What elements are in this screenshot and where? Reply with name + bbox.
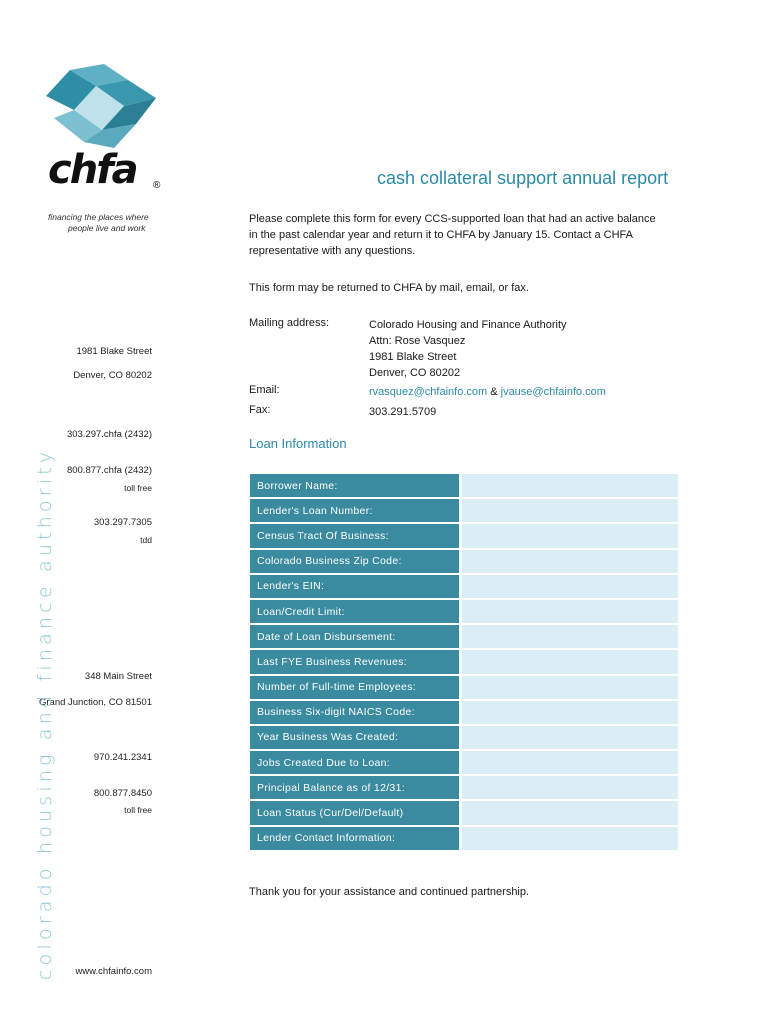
year-created-label: Year Business Was Created: [250, 726, 459, 749]
return-note: This form may be returned to CHFA by mail, email, or fax. [249, 282, 529, 294]
email-separator: & [487, 386, 501, 398]
table-row [250, 499, 678, 522]
employees-field[interactable] [462, 676, 678, 699]
email-link-1[interactable]: rvasquez@chfainfo.com [369, 386, 488, 398]
credit-limit-field[interactable] [462, 600, 678, 623]
credit-limit-label: Loan/Credit Limit: [250, 600, 459, 623]
denver-phone: 303.297.chfa (2432) [66, 429, 152, 440]
intro-paragraph [249, 211, 679, 259]
mailing-address-value [369, 317, 567, 381]
intro-line-1: Please complete this form for every CCS-supported loan that had an active balance [249, 213, 656, 225]
loan-information-heading: Loan Information [249, 436, 347, 451]
registered-mark: ® [153, 180, 161, 191]
email-label: Email: [249, 384, 280, 396]
table-row [250, 625, 678, 648]
naics-code-label: Business Six-digit NAICS Code: [250, 701, 459, 724]
lender-ein-label: Lender's EIN: [250, 575, 459, 598]
table-row [250, 776, 678, 799]
table-row [250, 524, 678, 547]
loan-status-label: Loan Status (Cur/Del/Default) [250, 801, 459, 824]
page-title: cash collateral support annual report [377, 168, 669, 188]
gj-city: Grand Junction, CO 81501 [38, 697, 152, 708]
intro-line-3: representative with any questions. [249, 245, 416, 257]
denver-tollfree-label: toll free [124, 483, 152, 493]
table-row [250, 550, 678, 573]
table-row [250, 751, 678, 774]
mailing-line-4: Denver, CO 80202 [369, 367, 461, 379]
employees-label: Number of Full-time Employees: [250, 676, 459, 699]
tagline-line-2: people live and work [68, 223, 146, 233]
principal-balance-field[interactable] [462, 776, 678, 799]
borrower-name-field[interactable] [462, 474, 678, 497]
loan-information-table [250, 474, 678, 852]
denver-tdd-phone: 303.297.7305 [93, 517, 152, 528]
mailing-line-3: 1981 Blake Street [369, 351, 457, 363]
gj-phone: 970.241.2341 [93, 752, 152, 763]
principal-balance-label: Principal Balance as of 12/31: [250, 776, 459, 799]
table-row [250, 474, 678, 497]
table-row [250, 701, 678, 724]
denver-city: Denver, CO 80202 [73, 370, 152, 381]
loan-number-field[interactable] [462, 499, 678, 522]
fax-value: 303.291.5709 [369, 406, 437, 418]
table-row [250, 600, 678, 623]
tagline [48, 212, 158, 234]
zip-code-label: Colorado Business Zip Code: [250, 550, 459, 573]
disbursement-date-label: Date of Loan Disbursement: [250, 625, 459, 648]
fye-revenues-label: Last FYE Business Revenues: [250, 650, 459, 673]
census-tract-label: Census Tract Of Business: [250, 524, 459, 547]
gj-tollfree-label: toll free [124, 805, 152, 815]
fax-label: Fax: [249, 404, 271, 416]
table-row [250, 676, 678, 699]
jobs-created-field[interactable] [462, 751, 678, 774]
lender-contact-field[interactable] [462, 827, 678, 850]
gj-street: 348 Main Street [84, 671, 152, 682]
jobs-created-label: Jobs Created Due to Loan: [250, 751, 459, 774]
email-link-2[interactable]: jvause@chfainfo.com [500, 386, 606, 398]
loan-number-label: Lender's Loan Number: [250, 499, 459, 522]
lender-ein-field[interactable] [462, 575, 678, 598]
zip-code-field[interactable] [462, 550, 678, 573]
gj-tollfree-phone: 800.877.8450 [93, 788, 152, 799]
mailing-line-2: Attn: Rose Vasquez [369, 335, 466, 347]
denver-tdd-label: tdd [140, 535, 152, 545]
mailing-line-1: Colorado Housing and Finance Authority [369, 319, 567, 331]
chfa-wordmark: chfa [48, 147, 137, 193]
tagline-line-1: financing the places where [48, 212, 149, 222]
disbursement-date-field[interactable] [462, 625, 678, 648]
vertical-org-name: colorado housing and finance authority [34, 447, 56, 980]
mailing-address-label: Mailing address: [249, 317, 330, 329]
table-row [250, 801, 678, 824]
year-created-field[interactable] [462, 726, 678, 749]
denver-street: 1981 Blake Street [76, 346, 152, 357]
fye-revenues-field[interactable] [462, 650, 678, 673]
table-row [250, 726, 678, 749]
naics-code-field[interactable] [462, 701, 678, 724]
table-row [250, 650, 678, 673]
borrower-name-label: Borrower Name: [250, 474, 459, 497]
loan-status-field[interactable] [462, 801, 678, 824]
census-tract-field[interactable] [462, 524, 678, 547]
email-value [369, 384, 606, 400]
website-link[interactable]: www.chfainfo.com [75, 966, 152, 977]
intro-line-2: in the past calendar year and return it to CHFA by January 15. Contact a CHFA [249, 229, 633, 241]
denver-tollfree-phone: 800.877.chfa (2432) [66, 465, 152, 476]
table-row [250, 575, 678, 598]
thank-you-note: Thank you for your assistance and continued partnership. [249, 886, 530, 898]
lender-contact-label: Lender Contact Information: [250, 827, 459, 850]
table-row [250, 827, 678, 850]
